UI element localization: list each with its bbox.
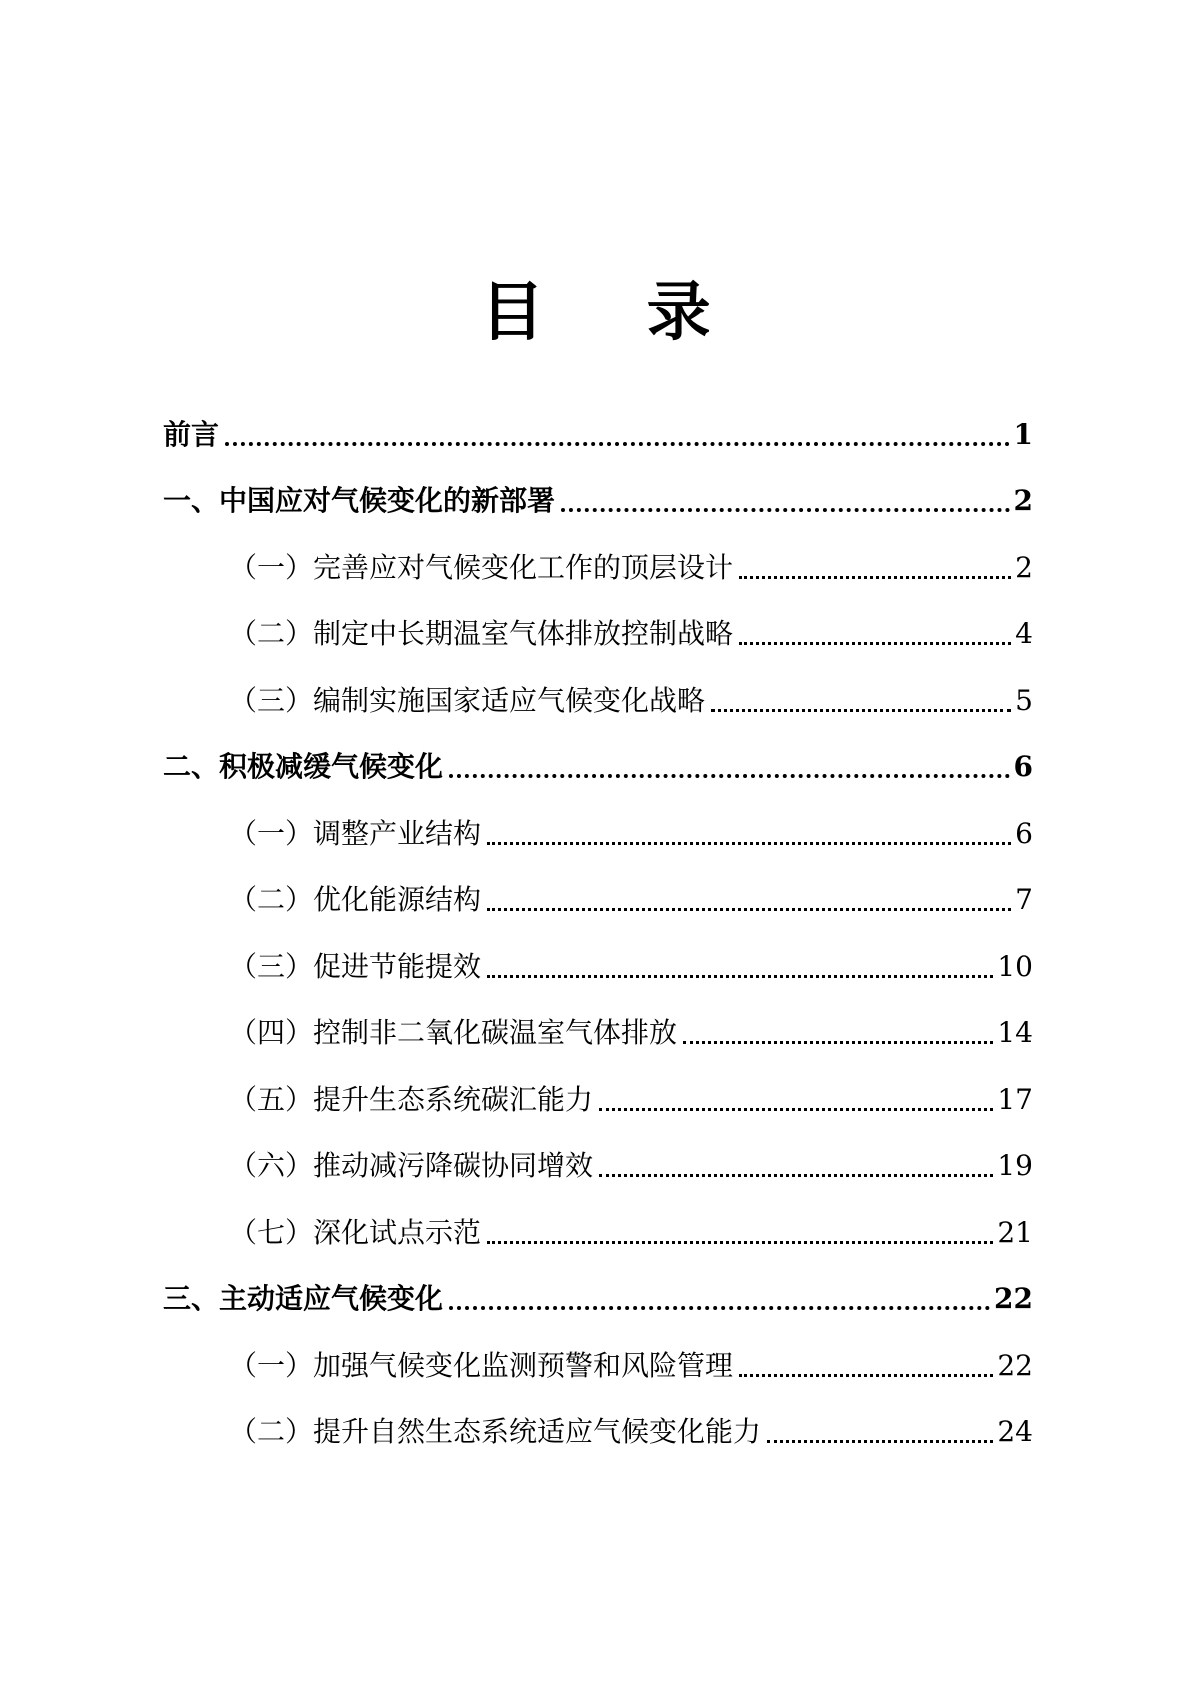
toc-entry[interactable]	[163, 455, 1033, 522]
toc-entry[interactable]	[163, 521, 1033, 588]
toc-entry[interactable]	[163, 920, 1033, 987]
toc-entry-label: （五）提升生态系统碳汇能力	[229, 1082, 594, 1116]
toc-dot-leader	[599, 1108, 993, 1111]
toc-dot-leader	[767, 1440, 993, 1443]
page-title: 目 录	[480, 274, 751, 350]
toc-entry-label: 二、积极减缓气候变化	[163, 750, 444, 783]
toc-dot-leader	[739, 642, 1011, 645]
toc-entry[interactable]	[163, 1386, 1033, 1453]
toc-entry-page: 21	[997, 1215, 1033, 1249]
toc-entry[interactable]	[163, 1053, 1033, 1120]
toc-entry-page: 5	[1015, 683, 1033, 717]
toc-entry-page: 10	[997, 949, 1033, 983]
toc-dot-leader	[225, 442, 1010, 446]
toc-entry-page: 14	[997, 1016, 1033, 1049]
toc-entry-page: 1	[1013, 417, 1033, 451]
toc-entry-label: （六）推动减污降碳协同增效	[229, 1149, 594, 1182]
toc-entry-page: 22	[997, 1348, 1033, 1382]
toc-entry-label: （一）完善应对气候变化工作的顶层设计	[229, 550, 734, 584]
toc-entry-page: 22	[994, 1282, 1033, 1315]
toc-entry-page: 4	[1015, 617, 1033, 650]
toc-entry[interactable]	[163, 721, 1033, 788]
toc-entry[interactable]	[163, 787, 1033, 854]
toc-entry-label: （四）控制非二氧化碳温室气体排放	[229, 1016, 678, 1049]
toc-entry[interactable]	[163, 1120, 1033, 1187]
toc-dot-leader	[711, 709, 1011, 712]
toc-dot-leader	[739, 576, 1011, 579]
toc-entry-label: （三）促进节能提效	[229, 949, 482, 983]
toc-dot-leader	[487, 908, 1011, 911]
toc-dot-leader	[561, 508, 1010, 512]
toc-entry-page: 19	[997, 1149, 1033, 1182]
toc-entry-page: 17	[997, 1082, 1033, 1116]
toc-entry-label: （二）优化能源结构	[229, 883, 482, 916]
toc-entry-label: （一）加强气候变化监测预警和风险管理	[229, 1348, 734, 1382]
toc-entry-page: 6	[1013, 750, 1033, 783]
toc-entry-page: 2	[1015, 550, 1033, 584]
toc-entry[interactable]	[163, 987, 1033, 1054]
toc-entry-label: （三）编制实施国家适应气候变化战略	[229, 683, 706, 717]
toc-dot-leader	[683, 1041, 993, 1044]
toc-entry[interactable]	[163, 1319, 1033, 1386]
toc-entry-label: 前言	[163, 417, 220, 451]
toc-dot-leader	[487, 1241, 993, 1244]
toc-entry-label: （一）调整产业结构	[229, 816, 482, 850]
toc-entry[interactable]	[163, 654, 1033, 721]
toc-entry-page: 2	[1013, 484, 1033, 517]
toc-entry-label: 三、主动适应气候变化	[163, 1282, 444, 1315]
toc-entry-page: 24	[997, 1415, 1033, 1448]
toc-entry[interactable]	[163, 854, 1033, 921]
toc-entry-page: 6	[1015, 816, 1033, 850]
table-of-contents	[163, 388, 1033, 1452]
toc-dot-leader	[449, 1306, 990, 1310]
toc-dot-leader	[739, 1374, 993, 1377]
toc-dot-leader	[599, 1174, 993, 1177]
toc-entry[interactable]	[163, 1253, 1033, 1320]
toc-dot-leader	[487, 975, 993, 978]
toc-entry[interactable]	[163, 1186, 1033, 1253]
toc-dot-leader	[487, 842, 1011, 845]
toc-entry[interactable]	[163, 388, 1033, 455]
toc-entry[interactable]	[163, 588, 1033, 655]
toc-entry-label: （二）制定中长期温室气体排放控制战略	[229, 617, 734, 650]
toc-entry-page: 7	[1015, 883, 1033, 916]
toc-entry-label: （二）提升自然生态系统适应气候变化能力	[229, 1415, 762, 1448]
toc-dot-leader	[449, 774, 1010, 778]
toc-entry-label: （七）深化试点示范	[229, 1215, 482, 1249]
toc-entry-label: 一、中国应对气候变化的新部署	[163, 484, 556, 517]
